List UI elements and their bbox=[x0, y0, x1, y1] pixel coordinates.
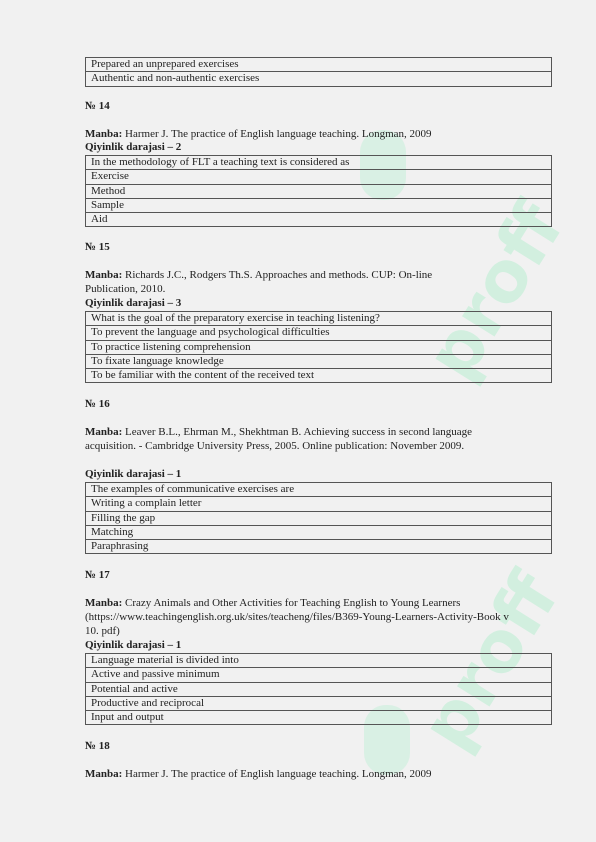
table-row bbox=[86, 525, 552, 539]
answer-option: To prevent the language and psychological difficulties bbox=[86, 326, 552, 340]
question-number: № 17 bbox=[85, 569, 110, 581]
difficulty-level: Qiyinlik darajasi – 1 bbox=[85, 468, 182, 480]
table-row bbox=[86, 184, 552, 198]
answer-option: Input and output bbox=[86, 711, 552, 725]
answer-option: Method bbox=[86, 184, 552, 198]
source-label: Manba: bbox=[85, 128, 123, 140]
table-row bbox=[86, 668, 552, 682]
answer-option: Potential and active bbox=[86, 682, 552, 696]
source-text: Leaver B.L., Ehrman M., Shekhtman B. Achieving success in second language acquisition. - Cambridge University Press, 2005. Online publication: November 2009. bbox=[85, 426, 473, 452]
question-text: The examples of communicative exercises are bbox=[86, 483, 552, 497]
table-cell: Authentic and non-authentic exercises bbox=[86, 72, 552, 86]
source-line bbox=[85, 127, 525, 141]
source-line bbox=[85, 268, 485, 296]
table-row bbox=[86, 213, 552, 227]
answer-option: Exercise bbox=[86, 170, 552, 184]
source-line bbox=[85, 596, 515, 638]
source-line bbox=[85, 425, 513, 453]
question-table bbox=[85, 482, 552, 554]
table-row bbox=[86, 72, 552, 86]
table-row bbox=[86, 654, 552, 668]
table-row bbox=[86, 540, 552, 554]
table-row bbox=[86, 326, 552, 340]
answer-option: Aid bbox=[86, 213, 552, 227]
difficulty-level: Qiyinlik darajasi – 2 bbox=[85, 141, 182, 153]
table-row bbox=[86, 711, 552, 725]
source-label: Manba: bbox=[85, 269, 123, 281]
table-row bbox=[86, 369, 552, 383]
answer-option: Sample bbox=[86, 198, 552, 212]
question-text: In the methodology of FLT a teaching text is considered as bbox=[86, 156, 552, 170]
table-row bbox=[86, 170, 552, 184]
table-row bbox=[86, 354, 552, 368]
question-table bbox=[85, 311, 552, 383]
answer-option: Productive and reciprocal bbox=[86, 696, 552, 710]
answer-option: Filling the gap bbox=[86, 511, 552, 525]
table-row bbox=[86, 312, 552, 326]
source-text: Crazy Animals and Other Activities for Teaching English to Young Learners (https://www.teachingenglish.org.uk/sites/teacheng/files/B369-Young-Learners-Activity-Book v 10. pdf) bbox=[85, 597, 509, 637]
question-number: № 16 bbox=[85, 398, 110, 410]
watermark-text: proff bbox=[404, 558, 575, 764]
difficulty-level: Qiyinlik darajasi – 1 bbox=[85, 639, 182, 651]
source-text: Richards J.C., Rodgers Th.S. Approaches and methods. CUP: On-line Publication, 2010. bbox=[85, 269, 433, 295]
table-row bbox=[86, 340, 552, 354]
source-label: Manba: bbox=[85, 597, 123, 609]
answer-option: Active and passive minimum bbox=[86, 668, 552, 682]
question-text: What is the goal of the preparatory exercise in teaching listening? bbox=[86, 312, 552, 326]
answer-option: To practice listening comprehension bbox=[86, 340, 552, 354]
answer-option: To be familiar with the content of the received text bbox=[86, 369, 552, 383]
source-label: Manba: bbox=[85, 768, 123, 780]
source-line bbox=[85, 767, 525, 781]
question-number: № 18 bbox=[85, 740, 110, 752]
table-row bbox=[86, 682, 552, 696]
source-text: Harmer J. The practice of English language teaching. Longman, 2009 bbox=[122, 768, 432, 780]
answer-option: To fixate language knowledge bbox=[86, 354, 552, 368]
source-text: Harmer J. The practice of English language teaching. Longman, 2009 bbox=[122, 128, 432, 140]
answer-table bbox=[85, 57, 552, 87]
question-number: № 15 bbox=[85, 241, 110, 253]
question-table bbox=[85, 155, 552, 227]
answer-option: Writing a complain letter bbox=[86, 497, 552, 511]
table-cell: Prepared an unprepared exercises bbox=[86, 58, 552, 72]
watermark-text: proff bbox=[409, 188, 580, 394]
answer-option: Matching bbox=[86, 525, 552, 539]
table-row bbox=[86, 696, 552, 710]
question-number: № 14 bbox=[85, 100, 110, 112]
table-row bbox=[86, 198, 552, 212]
source-label: Manba: bbox=[85, 426, 123, 438]
question-text: Language material is divided into bbox=[86, 654, 552, 668]
table-row bbox=[86, 58, 552, 72]
difficulty-level: Qiyinlik darajasi – 3 bbox=[85, 297, 182, 309]
table-row bbox=[86, 156, 552, 170]
question-table bbox=[85, 653, 552, 725]
answer-option: Paraphrasing bbox=[86, 540, 552, 554]
table-row bbox=[86, 497, 552, 511]
table-row bbox=[86, 483, 552, 497]
table-row bbox=[86, 511, 552, 525]
